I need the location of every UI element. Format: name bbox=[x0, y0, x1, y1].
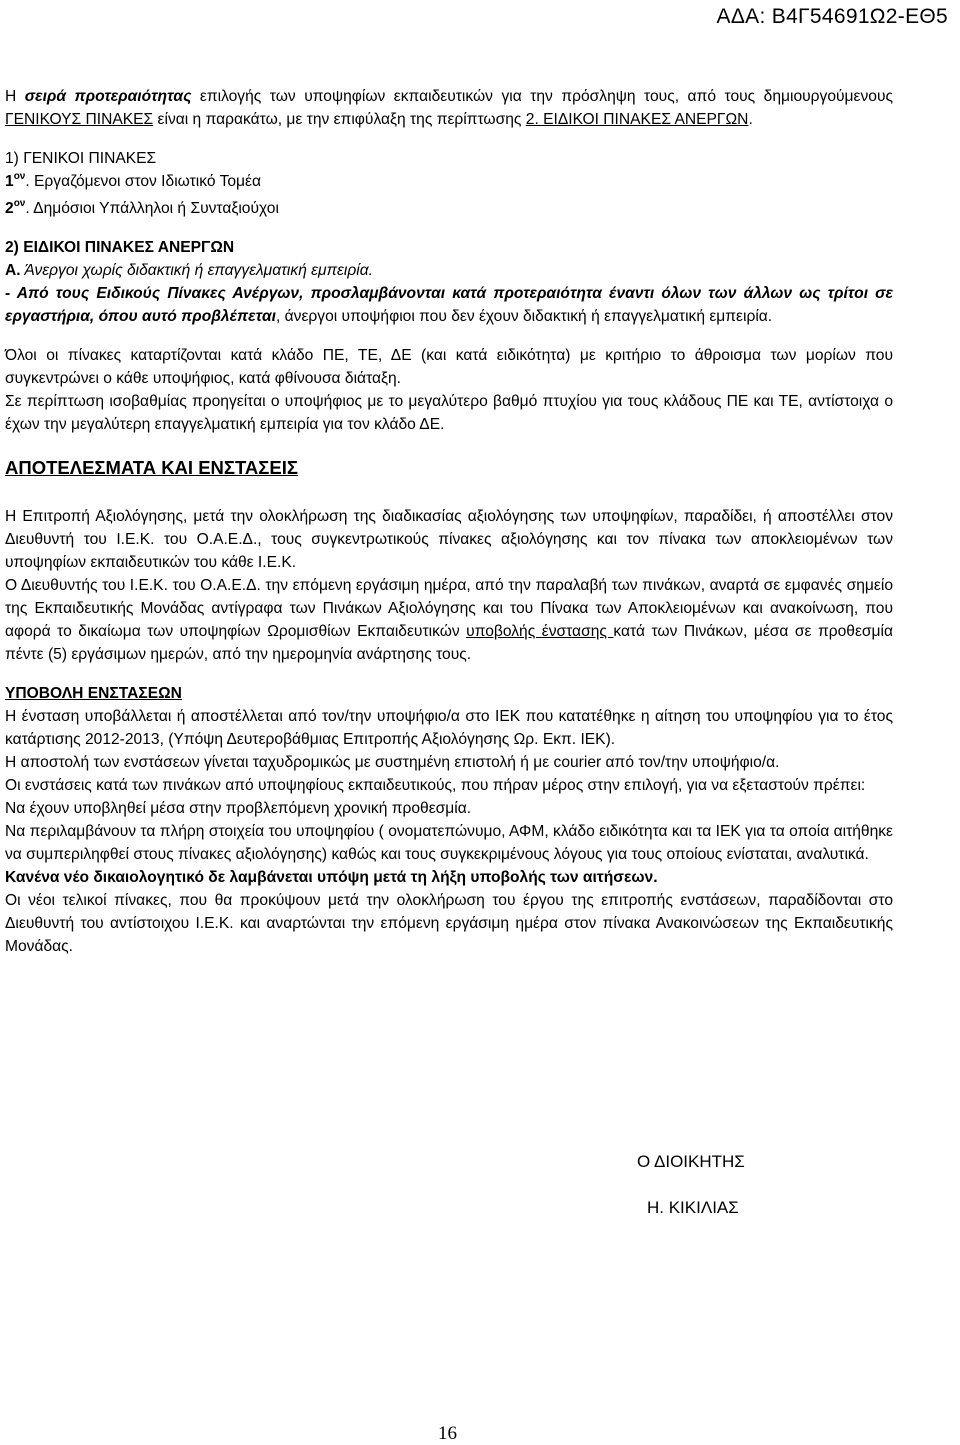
submission-paragraph-6-bold: Κανένα νέο δικαιολογητικό δε λαμβάνεται υπόψη μετά τη λήξη υποβολής των αιτήσεων. bbox=[5, 869, 658, 886]
submission-paragraph-5: Να περιλαμβάνουν τα πλήρη στοιχεία του υποψηφίου ( ονοματεπώνυμο, ΑΦΜ, κλάδο ειδικότητα και τα ΙΕΚ για τα οποία αιτήθηκε να συμπεριληφθεί στους πίνακες αξιολόγησης) καθώς και τους συγκεκριμένους λόγους για τους οποίους ενίσταται, αναλυτικά. bbox=[5, 823, 893, 863]
special-tables-title: 2) ΕΙΔΙΚΟΙ ΠΙΝΑΚΕΣ ΑΝΕΡΓΩΝ bbox=[5, 239, 235, 256]
submission-heading: ΥΠΟΒΟΛΗ ΕΝΣΤΑΣΕΩΝ bbox=[5, 685, 182, 702]
intro-text-a: Η bbox=[5, 88, 25, 105]
general-item-1-sup: ον bbox=[13, 171, 26, 182]
general-item-2-sup: ον bbox=[13, 198, 26, 209]
submission-paragraph-2: Η αποστολή των ενστάσεων γίνεται ταχυδρομικώς με συστημένη επιστολή ή με courier από τον/την υποψήφιο/α. bbox=[5, 754, 780, 771]
general-item-2-text: . Δημόσιοι Υπάλληλοι ή Συνταξιούχοι bbox=[25, 200, 279, 217]
special-item-a bbox=[5, 259, 893, 282]
special-item-a-text: Άνεργοι χωρίς διδακτική ή επαγγελματική εμπειρία. bbox=[20, 262, 373, 279]
general-item-1-num: 1 bbox=[5, 173, 14, 190]
general-item-1-text: . Εργαζόμενοι στον Ιδιωτικό Τομέα bbox=[25, 173, 262, 190]
intro-paragraph bbox=[5, 85, 893, 131]
signature-role: Ο ΔΙΟΙΚΗΤΗΣ bbox=[637, 1152, 745, 1171]
submission-paragraph-7: Οι νέοι τελικοί πίνακες, που θα προκύψουν μετά την ολοκλήρωση του έργου της επιτροπής ενστάσεων, παραδίδονται στο Διευθυντή του αντίστοιχου Ι.Ε.Κ. και αναρτώνται την επόμενη εργάσιμη ημέρα στον πίνακα Ανακοινώσεων της Εκπαιδευτικής Μονάδας. bbox=[5, 892, 893, 955]
results-paragraph-1: Η Επιτροπή Αξιολόγησης, μετά την ολοκλήρωση της διαδικασίας αξιολόγησης των υποψηφίων, παραδίδει, ή αποστέλλει στον Διευθυντή του Ι.Ε.Κ. του Ο.Α.Ε.Δ., τους συγκεντρωτικούς πίνακες αξιολόγησης και τον πίνακα των αποκλειομένων των υποψηφίων εκπαιδευτικών του κάθε Ι.Ε.Κ. bbox=[5, 508, 893, 571]
results-paragraph-2 bbox=[5, 574, 893, 666]
results-heading: ΑΠΟΤΕΛΕΣΜΑΤΑ ΚΑΙ ΕΝΣΤΑΣΕΙΣ bbox=[5, 457, 298, 478]
general-tables-title: 1) ΓΕΝΙΚΟΙ ΠΙΝΑΚΕΣ bbox=[5, 150, 157, 167]
submission-paragraph-6 bbox=[5, 866, 893, 889]
intro-text-b: επιλογής των υποψηφίων εκπαιδευτικών για την πρόσληψη τους, από τους δημιουργούμενους bbox=[191, 88, 893, 105]
submission-paragraph-4: Να έχουν υποβληθεί μέσα στην προβλεπόμενη χρονική προθεσμία. bbox=[5, 800, 472, 817]
results-paragraph-2-b: κατά των Πινάκων, μέσα σε προθεσμία πέντε (5) εργάσιμων ημερών, από την ημερομηνία ανάρτησης τους. bbox=[5, 623, 894, 663]
intro-underline-general: ΓΕΝΙΚΟΥΣ ΠΙΝΑΚΕΣ bbox=[5, 111, 154, 128]
results-paragraph-2-a: Ο Διευθυντής του Ι.Ε.Κ. του Ο.Α.Ε.Δ. την επόμενη εργάσιμη ημέρα, από την παραλαβή των πινάκων, αναρτά σε εμφανές σημείο της Εκπαιδευτικής Μονάδας αντίγραφα των Πινάκων Αξιολόγησης και του Πίνακα των Αποκλειομένων και ανακοίνωση, που αφορά το δικαίωμα των υποψηφίων Ωρομισθίων Εκπαιδευτικών bbox=[5, 577, 893, 640]
document-body bbox=[5, 85, 893, 958]
signature-name: Η. ΚΙΚΙΛΙΑΣ bbox=[647, 1198, 739, 1217]
intro-bold: σειρά προτεραιότητας bbox=[24, 88, 192, 105]
intro-text-c: είναι η παρακάτω, με την επιφύλαξη της περίπτωσης bbox=[153, 111, 526, 128]
special-item-a-label: Α. bbox=[5, 262, 21, 279]
tables-paragraph-2: Σε περίπτωση ισοβαθμίας προηγείται ο υποψήφιος με το μεγαλύτερο βαθμό πτυχίου για τους κλάδους ΠΕ και ΤΕ, αντίστοιχα ο έχων την μεγαλύτερη επαγγελματική εμπειρία για τον κλάδο ΔΕ. bbox=[5, 393, 893, 433]
intro-text-d: . bbox=[748, 111, 753, 128]
intro-underline-special: 2. ΕΙΔΙΚΟΙ ΠΙΝΑΚΕΣ ΑΝΕΡΓΩΝ bbox=[525, 111, 749, 128]
special-paragraph bbox=[5, 282, 893, 328]
results-paragraph-2-underline: υποβολής ένστασης bbox=[466, 623, 614, 640]
general-item-1 bbox=[5, 170, 893, 193]
tables-paragraph-1: Όλοι οι πίνακες καταρτίζονται κατά κλάδο ΠΕ, ΤΕ, ΔΕ (και κατά ειδικότητα) με κριτήριο το άθροισμα των μορίων που συγκεντρώνει ο κάθε υποψήφιος, κατά φθίνουσα διάταξη. bbox=[5, 347, 893, 387]
submission-paragraph-3: Οι ενστάσεις κατά των πινάκων από υποψηφίους εκπαιδευτικούς, που πήραν μέρος στην επιλογή, για να εξεταστούν πρέπει: bbox=[5, 777, 866, 794]
submission-paragraph-1: Η ένσταση υποβάλλεται ή αποστέλλεται από τον/την υποψήφιο/α στο ΙΕΚ που κατατέθηκε η αίτηση του υποψηφίου για το έτος κατάρτισης 2012-2013, (Υπόψη Δευτεροβάθμιας Επιτροπής Αξιολόγησης Ωρ. Εκπ. ΙΕΚ). bbox=[5, 708, 893, 748]
page-number: 16 bbox=[438, 1423, 457, 1444]
general-item-2 bbox=[5, 197, 893, 220]
general-item-2-num: 2 bbox=[5, 200, 14, 217]
special-paragraph-rest: , άνεργοι υποψήφιοι που δεν έχουν διδακτική ή επαγγελματική εμπειρία. bbox=[275, 308, 773, 325]
ada-code: ΑΔΑ: Β4Γ54691Ω2-ΕΘ5 bbox=[716, 5, 948, 28]
special-paragraph-bold: - Από τους Ειδικούς Πίνακες Ανέργων, προσλαμβάνονται κατά προτεραιότητα έναντι όλων των άλλων ως τρίτοι σε εργαστήρια, όπου αυτό προβλέπεται bbox=[5, 285, 893, 325]
